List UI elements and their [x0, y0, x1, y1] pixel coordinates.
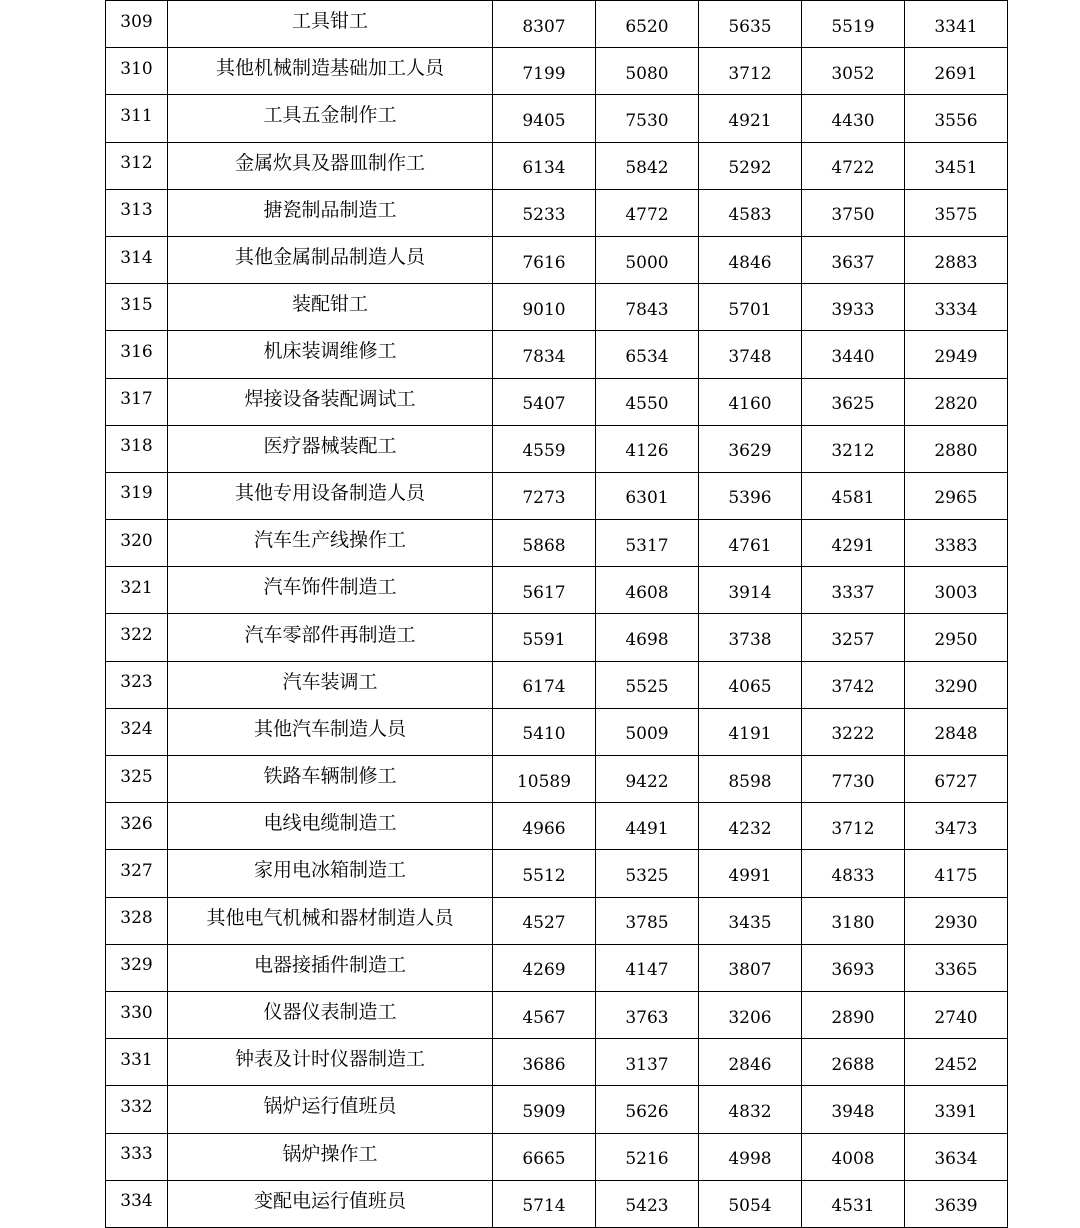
wage-value-cell: 2965	[905, 472, 1008, 519]
wage-value-cell: 2848	[905, 708, 1008, 755]
wage-value-cell: 8307	[493, 1, 596, 48]
wage-value-cell: 4191	[699, 708, 802, 755]
occupation-name-cell: 装配钳工	[168, 284, 493, 331]
wage-value-cell: 3763	[596, 991, 699, 1038]
wage-value-cell: 3625	[802, 378, 905, 425]
wage-value-cell: 3383	[905, 520, 1008, 567]
wage-value-cell: 2949	[905, 331, 1008, 378]
wage-value-cell: 5626	[596, 1086, 699, 1133]
wage-value-cell: 5009	[596, 708, 699, 755]
wage-value-cell: 5216	[596, 1133, 699, 1180]
wage-value-cell: 5525	[596, 661, 699, 708]
row-number-cell: 315	[106, 284, 168, 331]
wage-value-cell: 2846	[699, 1039, 802, 1086]
wage-value-cell: 7199	[493, 48, 596, 95]
occupation-name-cell: 其他电气机械和器材制造人员	[168, 897, 493, 944]
wage-value-cell: 4608	[596, 567, 699, 614]
wage-value-cell: 5842	[596, 142, 699, 189]
wage-value-cell: 3052	[802, 48, 905, 95]
occupation-name-cell: 焊接设备装配调试工	[168, 378, 493, 425]
table-row	[106, 331, 1008, 378]
wage-value-cell: 5292	[699, 142, 802, 189]
occupation-name-cell: 家用电冰箱制造工	[168, 850, 493, 897]
wage-value-cell: 4846	[699, 236, 802, 283]
wage-value-cell: 6534	[596, 331, 699, 378]
table-row	[106, 850, 1008, 897]
occupation-name-cell: 汽车饰件制造工	[168, 567, 493, 614]
table-row	[106, 1086, 1008, 1133]
wage-value-cell: 4008	[802, 1133, 905, 1180]
row-number-cell: 331	[106, 1039, 168, 1086]
wage-value-cell: 2930	[905, 897, 1008, 944]
wage-value-cell: 4991	[699, 850, 802, 897]
table-row	[106, 756, 1008, 803]
wage-value-cell: 3748	[699, 331, 802, 378]
table-row	[106, 378, 1008, 425]
table-body	[106, 1, 1008, 1228]
row-number-cell: 316	[106, 331, 168, 378]
occupation-name-cell: 铁路车辆制修工	[168, 756, 493, 803]
row-number-cell: 322	[106, 614, 168, 661]
wage-value-cell: 4430	[802, 95, 905, 142]
wage-value-cell: 4160	[699, 378, 802, 425]
wage-value-cell: 5317	[596, 520, 699, 567]
table-row	[106, 803, 1008, 850]
wage-value-cell: 3257	[802, 614, 905, 661]
wage-value-cell: 4291	[802, 520, 905, 567]
table-row	[106, 189, 1008, 236]
row-number-cell: 318	[106, 425, 168, 472]
wage-value-cell: 4065	[699, 661, 802, 708]
wage-value-cell: 3785	[596, 897, 699, 944]
table-row	[106, 284, 1008, 331]
wage-value-cell: 5617	[493, 567, 596, 614]
wage-value-cell: 3206	[699, 991, 802, 1038]
wage-value-cell: 4966	[493, 803, 596, 850]
row-number-cell: 317	[106, 378, 168, 425]
wage-value-cell: 9405	[493, 95, 596, 142]
wage-value-cell: 4531	[802, 1180, 905, 1227]
wage-value-cell: 3914	[699, 567, 802, 614]
row-number-cell: 313	[106, 189, 168, 236]
wage-value-cell: 4761	[699, 520, 802, 567]
wage-value-cell: 4583	[699, 189, 802, 236]
wage-value-cell: 6134	[493, 142, 596, 189]
wage-value-cell: 5080	[596, 48, 699, 95]
wage-value-cell: 3629	[699, 425, 802, 472]
wage-value-cell: 2820	[905, 378, 1008, 425]
wage-value-cell: 5635	[699, 1, 802, 48]
wage-value-cell: 5423	[596, 1180, 699, 1227]
wage-value-cell: 10589	[493, 756, 596, 803]
wage-value-cell: 4722	[802, 142, 905, 189]
wage-value-cell: 4772	[596, 189, 699, 236]
occupation-name-cell: 其他金属制品制造人员	[168, 236, 493, 283]
row-number-cell: 320	[106, 520, 168, 567]
row-number-cell: 328	[106, 897, 168, 944]
wage-value-cell: 3575	[905, 189, 1008, 236]
table-row	[106, 991, 1008, 1038]
wage-value-cell: 3933	[802, 284, 905, 331]
wage-value-cell: 4175	[905, 850, 1008, 897]
wage-value-cell: 3473	[905, 803, 1008, 850]
wage-value-cell: 5054	[699, 1180, 802, 1227]
row-number-cell: 310	[106, 48, 168, 95]
wage-value-cell: 5591	[493, 614, 596, 661]
wage-value-cell: 6301	[596, 472, 699, 519]
wage-value-cell: 5000	[596, 236, 699, 283]
occupation-name-cell: 变配电运行值班员	[168, 1180, 493, 1227]
wage-value-cell: 3341	[905, 1, 1008, 48]
row-number-cell: 314	[106, 236, 168, 283]
occupation-name-cell: 工具钳工	[168, 1, 493, 48]
table-row	[106, 897, 1008, 944]
wage-value-cell: 3738	[699, 614, 802, 661]
wage-value-cell: 4581	[802, 472, 905, 519]
wage-value-cell: 4567	[493, 991, 596, 1038]
table-row	[106, 1039, 1008, 1086]
occupation-name-cell: 仪器仪表制造工	[168, 991, 493, 1038]
wage-value-cell: 5519	[802, 1, 905, 48]
wage-value-cell: 4269	[493, 944, 596, 991]
wage-value-cell: 6665	[493, 1133, 596, 1180]
row-number-cell: 325	[106, 756, 168, 803]
wage-value-cell: 3634	[905, 1133, 1008, 1180]
wage-table-page	[105, 0, 1008, 1228]
table-row	[106, 236, 1008, 283]
table-row	[106, 95, 1008, 142]
table-row	[106, 425, 1008, 472]
wage-value-cell: 5407	[493, 378, 596, 425]
occupation-name-cell: 机床装调维修工	[168, 331, 493, 378]
row-number-cell: 330	[106, 991, 168, 1038]
occupation-name-cell: 锅炉运行值班员	[168, 1086, 493, 1133]
wage-value-cell: 4921	[699, 95, 802, 142]
wage-value-cell: 2740	[905, 991, 1008, 1038]
table-row	[106, 1133, 1008, 1180]
wage-value-cell: 5909	[493, 1086, 596, 1133]
wage-value-cell: 2883	[905, 236, 1008, 283]
wage-value-cell: 2688	[802, 1039, 905, 1086]
wage-value-cell: 3003	[905, 567, 1008, 614]
wage-value-cell: 5396	[699, 472, 802, 519]
wage-value-cell: 3637	[802, 236, 905, 283]
row-number-cell: 323	[106, 661, 168, 708]
row-number-cell: 329	[106, 944, 168, 991]
occupation-name-cell: 其他汽车制造人员	[168, 708, 493, 755]
wage-value-cell: 3180	[802, 897, 905, 944]
wage-value-cell: 7273	[493, 472, 596, 519]
wage-value-cell: 3440	[802, 331, 905, 378]
wage-value-cell: 3334	[905, 284, 1008, 331]
wage-value-cell: 4491	[596, 803, 699, 850]
row-number-cell: 324	[106, 708, 168, 755]
wage-value-cell: 3639	[905, 1180, 1008, 1227]
table-row	[106, 48, 1008, 95]
row-number-cell: 309	[106, 1, 168, 48]
wage-value-cell: 2452	[905, 1039, 1008, 1086]
occupation-name-cell: 汽车零部件再制造工	[168, 614, 493, 661]
wage-value-cell: 4833	[802, 850, 905, 897]
table-row	[106, 1, 1008, 48]
wage-value-cell: 3948	[802, 1086, 905, 1133]
wage-value-cell: 7616	[493, 236, 596, 283]
wage-value-cell: 5701	[699, 284, 802, 331]
wage-value-cell: 5410	[493, 708, 596, 755]
wage-value-cell: 4527	[493, 897, 596, 944]
wage-value-cell: 5868	[493, 520, 596, 567]
row-number-cell: 319	[106, 472, 168, 519]
wage-value-cell: 7843	[596, 284, 699, 331]
table-row	[106, 944, 1008, 991]
wage-value-cell: 3391	[905, 1086, 1008, 1133]
wage-value-cell: 3712	[802, 803, 905, 850]
wage-value-cell: 3222	[802, 708, 905, 755]
occupation-name-cell: 汽车装调工	[168, 661, 493, 708]
occupation-wage-table	[105, 0, 1008, 1228]
occupation-name-cell: 汽车生产线操作工	[168, 520, 493, 567]
wage-value-cell: 8598	[699, 756, 802, 803]
occupation-name-cell: 锅炉操作工	[168, 1133, 493, 1180]
wage-value-cell: 3693	[802, 944, 905, 991]
table-row	[106, 567, 1008, 614]
wage-value-cell: 2890	[802, 991, 905, 1038]
wage-value-cell: 3337	[802, 567, 905, 614]
occupation-name-cell: 搪瓷制品制造工	[168, 189, 493, 236]
wage-value-cell: 6174	[493, 661, 596, 708]
table-row	[106, 1180, 1008, 1227]
wage-value-cell: 9010	[493, 284, 596, 331]
wage-value-cell: 3742	[802, 661, 905, 708]
row-number-cell: 332	[106, 1086, 168, 1133]
wage-value-cell: 3435	[699, 897, 802, 944]
wage-value-cell: 4126	[596, 425, 699, 472]
occupation-name-cell: 电线电缆制造工	[168, 803, 493, 850]
wage-value-cell: 3750	[802, 189, 905, 236]
wage-value-cell: 3365	[905, 944, 1008, 991]
row-number-cell: 311	[106, 95, 168, 142]
row-number-cell: 333	[106, 1133, 168, 1180]
wage-value-cell: 4147	[596, 944, 699, 991]
wage-value-cell: 4559	[493, 425, 596, 472]
occupation-name-cell: 其他机械制造基础加工人员	[168, 48, 493, 95]
occupation-name-cell: 钟表及计时仪器制造工	[168, 1039, 493, 1086]
wage-value-cell: 4832	[699, 1086, 802, 1133]
wage-value-cell: 4998	[699, 1133, 802, 1180]
wage-value-cell: 2880	[905, 425, 1008, 472]
wage-value-cell: 4698	[596, 614, 699, 661]
wage-value-cell: 3712	[699, 48, 802, 95]
wage-value-cell: 5233	[493, 189, 596, 236]
table-row	[106, 472, 1008, 519]
row-number-cell: 321	[106, 567, 168, 614]
wage-value-cell: 7730	[802, 756, 905, 803]
row-number-cell: 334	[106, 1180, 168, 1227]
occupation-name-cell: 金属炊具及器皿制作工	[168, 142, 493, 189]
table-row	[106, 661, 1008, 708]
table-row	[106, 708, 1008, 755]
wage-value-cell: 2691	[905, 48, 1008, 95]
wage-value-cell: 5325	[596, 850, 699, 897]
wage-value-cell: 6520	[596, 1, 699, 48]
occupation-name-cell: 工具五金制作工	[168, 95, 493, 142]
occupation-name-cell: 电器接插件制造工	[168, 944, 493, 991]
wage-value-cell: 2950	[905, 614, 1008, 661]
row-number-cell: 327	[106, 850, 168, 897]
wage-value-cell: 3686	[493, 1039, 596, 1086]
wage-value-cell: 6727	[905, 756, 1008, 803]
table-row	[106, 520, 1008, 567]
wage-value-cell: 3556	[905, 95, 1008, 142]
occupation-name-cell: 其他专用设备制造人员	[168, 472, 493, 519]
row-number-cell: 326	[106, 803, 168, 850]
table-row	[106, 142, 1008, 189]
wage-value-cell: 3290	[905, 661, 1008, 708]
wage-value-cell: 4550	[596, 378, 699, 425]
wage-value-cell: 5512	[493, 850, 596, 897]
wage-value-cell: 7834	[493, 331, 596, 378]
wage-value-cell: 9422	[596, 756, 699, 803]
wage-value-cell: 3212	[802, 425, 905, 472]
wage-value-cell: 4232	[699, 803, 802, 850]
wage-value-cell: 3137	[596, 1039, 699, 1086]
wage-value-cell: 3807	[699, 944, 802, 991]
row-number-cell: 312	[106, 142, 168, 189]
table-row	[106, 614, 1008, 661]
wage-value-cell: 5714	[493, 1180, 596, 1227]
wage-value-cell: 3451	[905, 142, 1008, 189]
occupation-name-cell: 医疗器械装配工	[168, 425, 493, 472]
wage-value-cell: 7530	[596, 95, 699, 142]
